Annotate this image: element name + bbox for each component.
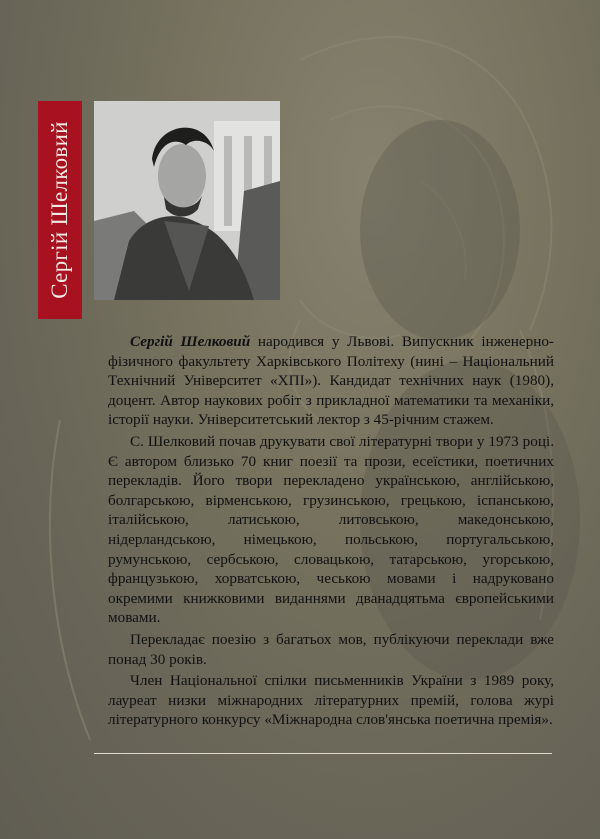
- bio-paragraph-3: Перекладає поезію з багатьох мов, публікуючи переклади вже понад 30 років.: [108, 630, 554, 668]
- author-photo: [94, 101, 280, 300]
- bio-paragraph-1: [108, 332, 554, 430]
- divider-line: [94, 753, 552, 754]
- bio-paragraph-4: Член Національної спілки письменників України з 1989 року, лауреат низки міжнародних літературних премій, голова журі літературного конкурсу «Міжнародна слов'янська поетична премія».: [108, 672, 554, 729]
- bio-paragraph-2: С. Шелковий почав друкувати свої літературні твори у 1973 році. Є автором близько 70 книг поезії та прози, есеїстики, поетичних перекладів. Його твори перекладено українською, англійською, болгарською, вірменською, грузинською, грецькою, іспанською, італійською, латиською, литовською, македонською, нідерландською, німецькою, польською, португальською, румунською, сербською, словацькою, татарською, угорською, французькою, хорватською, чеською мовами і надруковано окремими книжковими виданнями дванадцятьма європейськими мовами.: [108, 432, 554, 627]
- author-biography: [108, 332, 554, 732]
- author-name-vertical: Сергій Шелковий: [47, 121, 72, 299]
- bio-paragraph-1-text: народився у Львові. Випускник інженерно-фізичного факультету Харківського Політеху (нині – Національний Технічний Університет «ХПІ»). Кандидат технічних наук (1980), доцент. Автор наукових робіт з прикладної математики та механіки, історії науки. Університетський лектор з 45-річним стажем.: [108, 333, 554, 429]
- bio-author-name: Сергій Шелковий: [130, 333, 251, 350]
